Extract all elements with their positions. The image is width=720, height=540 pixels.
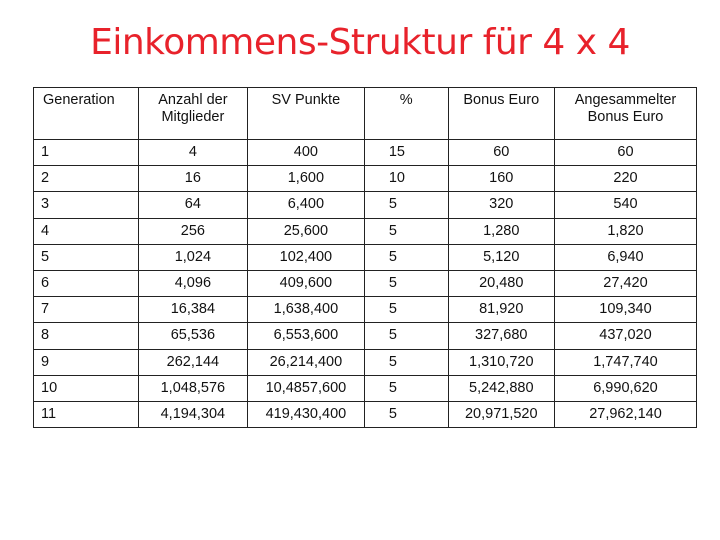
percent-cell: 5 (364, 297, 448, 323)
accumulated-bonus-cell: 60 (554, 140, 696, 166)
header-generation: Generation (34, 88, 139, 140)
member-count-cell: 1,024 (138, 244, 247, 270)
sv-points-cell: 6,400 (247, 192, 364, 218)
sv-points-cell: 10,4857,600 (247, 375, 364, 401)
table-row (34, 218, 697, 244)
table-row (34, 166, 697, 192)
bonus-euro-cell: 5,120 (448, 244, 554, 270)
sv-points-cell: 6,553,600 (247, 323, 364, 349)
percent-cell: 10 (364, 166, 448, 192)
percent-cell: 5 (364, 270, 448, 296)
sv-points-cell: 102,400 (247, 244, 364, 270)
member-count-cell: 4,194,304 (138, 401, 247, 427)
generation-cell: 7 (34, 297, 139, 323)
table-row (34, 244, 697, 270)
generation-cell: 5 (34, 244, 139, 270)
percent-cell: 15 (364, 140, 448, 166)
table-row (34, 323, 697, 349)
generation-cell: 8 (34, 323, 139, 349)
percent-cell: 5 (364, 349, 448, 375)
generation-cell: 11 (34, 401, 139, 427)
bonus-euro-cell: 60 (448, 140, 554, 166)
sv-points-cell: 26,214,400 (247, 349, 364, 375)
sv-points-cell: 400 (247, 140, 364, 166)
member-count-cell: 4,096 (138, 270, 247, 296)
table-body (34, 88, 697, 428)
table-header-row (34, 88, 697, 140)
sv-points-cell: 25,600 (247, 218, 364, 244)
percent-cell: 5 (364, 218, 448, 244)
bonus-euro-cell: 1,310,720 (448, 349, 554, 375)
generation-cell: 3 (34, 192, 139, 218)
sv-points-cell: 1,638,400 (247, 297, 364, 323)
accumulated-bonus-cell: 1,747,740 (554, 349, 696, 375)
member-count-cell: 64 (138, 192, 247, 218)
member-count-cell: 16,384 (138, 297, 247, 323)
member-count-cell: 1,048,576 (138, 375, 247, 401)
header-bonus-euro: Bonus Euro (448, 88, 554, 140)
bonus-euro-cell: 320 (448, 192, 554, 218)
table-row (34, 140, 697, 166)
table-row (34, 349, 697, 375)
accumulated-bonus-cell: 437,020 (554, 323, 696, 349)
generation-cell: 1 (34, 140, 139, 166)
generation-cell: 6 (34, 270, 139, 296)
accumulated-bonus-cell: 109,340 (554, 297, 696, 323)
table-row (34, 192, 697, 218)
accumulated-bonus-cell: 220 (554, 166, 696, 192)
header-member-count: Anzahl der Mitglieder (138, 88, 247, 140)
header-accumulated-bonus: Angesammelter Bonus Euro (554, 88, 696, 140)
accumulated-bonus-cell: 27,962,140 (554, 401, 696, 427)
bonus-euro-cell: 327,680 (448, 323, 554, 349)
bonus-euro-cell: 160 (448, 166, 554, 192)
bonus-euro-cell: 81,920 (448, 297, 554, 323)
slide-title: Einkommens-Struktur für 4 x 4 (90, 22, 630, 63)
member-count-cell: 256 (138, 218, 247, 244)
accumulated-bonus-cell: 540 (554, 192, 696, 218)
member-count-cell: 4 (138, 140, 247, 166)
bonus-euro-cell: 1,280 (448, 218, 554, 244)
income-structure-table (33, 87, 697, 428)
bonus-euro-cell: 5,242,880 (448, 375, 554, 401)
header-sv-points: SV Punkte (247, 88, 364, 140)
generation-cell: 4 (34, 218, 139, 244)
generation-cell: 9 (34, 349, 139, 375)
accumulated-bonus-cell: 27,420 (554, 270, 696, 296)
accumulated-bonus-cell: 1,820 (554, 218, 696, 244)
percent-cell: 5 (364, 375, 448, 401)
percent-cell: 5 (364, 244, 448, 270)
member-count-cell: 262,144 (138, 349, 247, 375)
table-row (34, 375, 697, 401)
bonus-euro-cell: 20,480 (448, 270, 554, 296)
percent-cell: 5 (364, 192, 448, 218)
table-row (34, 401, 697, 427)
table-row (34, 297, 697, 323)
percent-cell: 5 (364, 323, 448, 349)
accumulated-bonus-cell: 6,990,620 (554, 375, 696, 401)
percent-cell: 5 (364, 401, 448, 427)
generation-cell: 10 (34, 375, 139, 401)
sv-points-cell: 1,600 (247, 166, 364, 192)
accumulated-bonus-cell: 6,940 (554, 244, 696, 270)
bonus-euro-cell: 20,971,520 (448, 401, 554, 427)
member-count-cell: 65,536 (138, 323, 247, 349)
header-percent: % (364, 88, 448, 140)
sv-points-cell: 419,430,400 (247, 401, 364, 427)
generation-cell: 2 (34, 166, 139, 192)
member-count-cell: 16 (138, 166, 247, 192)
sv-points-cell: 409,600 (247, 270, 364, 296)
table-row (34, 270, 697, 296)
